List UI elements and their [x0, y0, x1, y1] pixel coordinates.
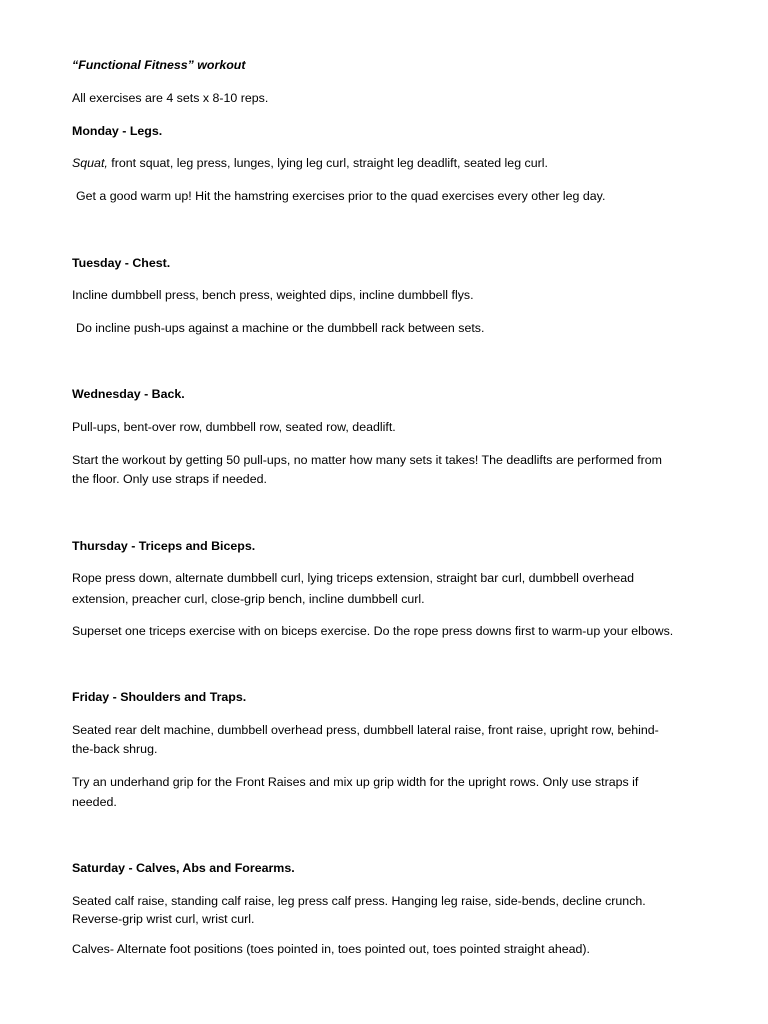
friday-exercises-line1: Seated rear delt machine, dumbbell overhead press, dumbbell lateral raise, front raise, upright row, behind-: [72, 723, 659, 737]
friday-heading: Friday - Shoulders and Traps.: [72, 690, 247, 704]
thursday-note: Superset one triceps exercise with on biceps exercise. Do the rope press downs first to warm-up your elbows.: [72, 624, 674, 638]
tuesday-heading: Tuesday - Chest.: [72, 256, 171, 270]
thursday-exercises-line1: Rope press down, alternate dumbbell curl, lying triceps extension, straight bar curl, dumbbell overhead: [72, 571, 635, 585]
saturday-exercises-line2: Reverse-grip wrist curl, wrist curl.: [72, 912, 255, 926]
wednesday-note-line2: the floor. Only use straps if needed.: [72, 472, 267, 486]
document-title: “Functional Fitness” workout: [72, 58, 246, 72]
friday-exercises-line2: the-back shrug.: [72, 742, 158, 756]
saturday-heading: Saturday - Calves, Abs and Forearms.: [72, 861, 295, 875]
friday-note-line1: Try an underhand grip for the Front Raises and mix up grip width for the upright rows. Only use straps if: [72, 775, 639, 789]
wednesday-note-line1: Start the workout by getting 50 pull-ups, no matter how many sets it takes! The deadlifts are performed from: [72, 453, 662, 467]
wednesday-heading: Wednesday - Back.: [72, 387, 185, 401]
intro-text: All exercises are 4 sets x 8-10 reps.: [72, 91, 269, 105]
thursday-exercises-line2: extension, preacher curl, close-grip bench, incline dumbbell curl.: [72, 592, 425, 606]
monday-note: Get a good warm up! Hit the hamstring exercises prior to the quad exercises every other leg day.: [76, 189, 606, 203]
thursday-heading: Thursday - Triceps and Biceps.: [72, 539, 256, 553]
tuesday-note: Do incline push-ups against a machine or the dumbbell rack between sets.: [76, 321, 485, 335]
monday-heading: Monday - Legs.: [72, 124, 163, 138]
wednesday-exercises: Pull-ups, bent-over row, dumbbell row, seated row, deadlift.: [72, 420, 396, 434]
saturday-exercises-line1: Seated calf raise, standing calf raise, leg press calf press. Hanging leg raise, side-bends, decline crunch.: [72, 894, 646, 908]
monday-exercises: [72, 153, 702, 173]
saturday-note: Calves- Alternate foot positions (toes pointed in, toes pointed out, toes pointed straight ahead).: [72, 942, 590, 956]
monday-exercises-rest: front squat, leg press, lunges, lying leg curl, straight leg deadlift, seated leg curl.: [107, 156, 548, 170]
tuesday-exercises: Incline dumbbell press, bench press, weighted dips, incline dumbbell flys.: [72, 288, 474, 302]
monday-first-exercise: Squat,: [72, 156, 108, 170]
friday-note-line2: needed.: [72, 795, 117, 809]
